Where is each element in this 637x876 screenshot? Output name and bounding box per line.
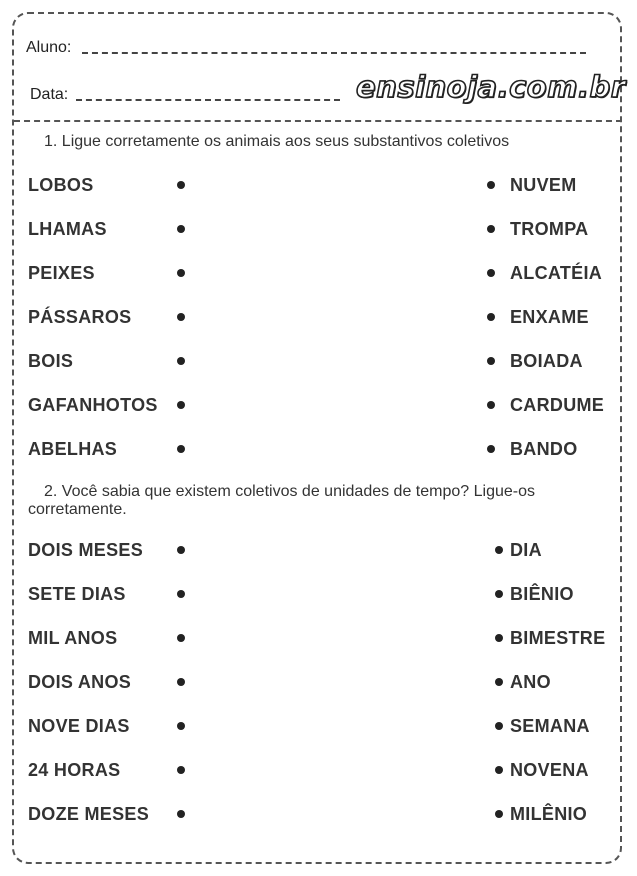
left-connect-dot[interactable] <box>177 401 185 409</box>
left-connect-dot[interactable] <box>177 678 185 686</box>
right-connect-dot[interactable] <box>487 313 495 321</box>
left-connect-dot[interactable] <box>177 313 185 321</box>
right-term: NOVENA <box>510 760 589 780</box>
left-term: SETE DIAS <box>28 584 126 604</box>
right-connect-dot[interactable] <box>487 357 495 365</box>
left-term: MIL ANOS <box>28 628 118 648</box>
question-2-prompt-line-2: corretamente. <box>28 501 127 518</box>
left-connect-dot[interactable] <box>177 269 185 277</box>
right-connect-dot[interactable] <box>495 722 503 730</box>
left-connect-dot[interactable] <box>177 181 185 189</box>
right-term: BOIADA <box>510 351 583 371</box>
right-term: ANO <box>510 672 551 692</box>
student-name-line[interactable] <box>82 52 586 54</box>
right-term: NUVEM <box>510 175 577 195</box>
right-term: TROMPA <box>510 219 589 239</box>
left-term: GAFANHOTOS <box>28 395 158 415</box>
left-connect-dot[interactable] <box>177 590 185 598</box>
right-term: BIMESTRE <box>510 628 606 648</box>
left-connect-dot[interactable] <box>177 634 185 642</box>
left-term: 24 HORAS <box>28 760 121 780</box>
right-connect-dot[interactable] <box>495 634 503 642</box>
right-term: ALCATÉIA <box>510 263 603 283</box>
right-connect-dot[interactable] <box>487 269 495 277</box>
student-label: Aluno: <box>26 39 72 56</box>
left-connect-dot[interactable] <box>177 722 185 730</box>
left-term: DOIS ANOS <box>28 672 132 692</box>
left-term: DOZE MESES <box>28 804 150 824</box>
left-term: ABELHAS <box>28 439 118 459</box>
left-connect-dot[interactable] <box>177 445 185 453</box>
question-2-prompt-line-1: 2. Você sabia que existem coletivos de unidades de tempo? Ligue-os <box>44 483 535 500</box>
question-1-prompt: 1. Ligue corretamente os animais aos seus substantivos coletivos <box>44 133 510 150</box>
right-term: BIÊNIO <box>510 584 574 604</box>
left-term: LHAMAS <box>28 219 107 239</box>
left-connect-dot[interactable] <box>177 546 185 554</box>
right-connect-dot[interactable] <box>495 546 503 554</box>
date-label: Data: <box>30 86 69 103</box>
date-line[interactable] <box>76 99 340 101</box>
right-term: CARDUME <box>510 395 605 415</box>
right-connect-dot[interactable] <box>487 181 495 189</box>
left-connect-dot[interactable] <box>177 357 185 365</box>
header-divider <box>14 120 622 122</box>
left-term: DOIS MESES <box>28 540 144 560</box>
right-term: DIA <box>510 540 542 560</box>
right-connect-dot[interactable] <box>495 678 503 686</box>
left-term: PEIXES <box>28 263 95 283</box>
left-term: NOVE DIAS <box>28 716 130 736</box>
right-term: MILÊNIO <box>510 804 588 824</box>
brand-logo: ensinoja.com.br <box>356 70 626 104</box>
left-term: LOBOS <box>28 175 94 195</box>
right-term: SEMANA <box>510 716 590 736</box>
left-connect-dot[interactable] <box>177 810 185 818</box>
left-term: PÁSSAROS <box>28 307 132 327</box>
right-connect-dot[interactable] <box>487 445 495 453</box>
left-term: BOIS <box>28 351 74 371</box>
left-connect-dot[interactable] <box>177 225 185 233</box>
right-term: ENXAME <box>510 307 589 327</box>
right-connect-dot[interactable] <box>495 590 503 598</box>
left-connect-dot[interactable] <box>177 766 185 774</box>
right-term: BANDO <box>510 439 578 459</box>
right-connect-dot[interactable] <box>487 401 495 409</box>
right-connect-dot[interactable] <box>487 225 495 233</box>
right-connect-dot[interactable] <box>495 810 503 818</box>
right-connect-dot[interactable] <box>495 766 503 774</box>
